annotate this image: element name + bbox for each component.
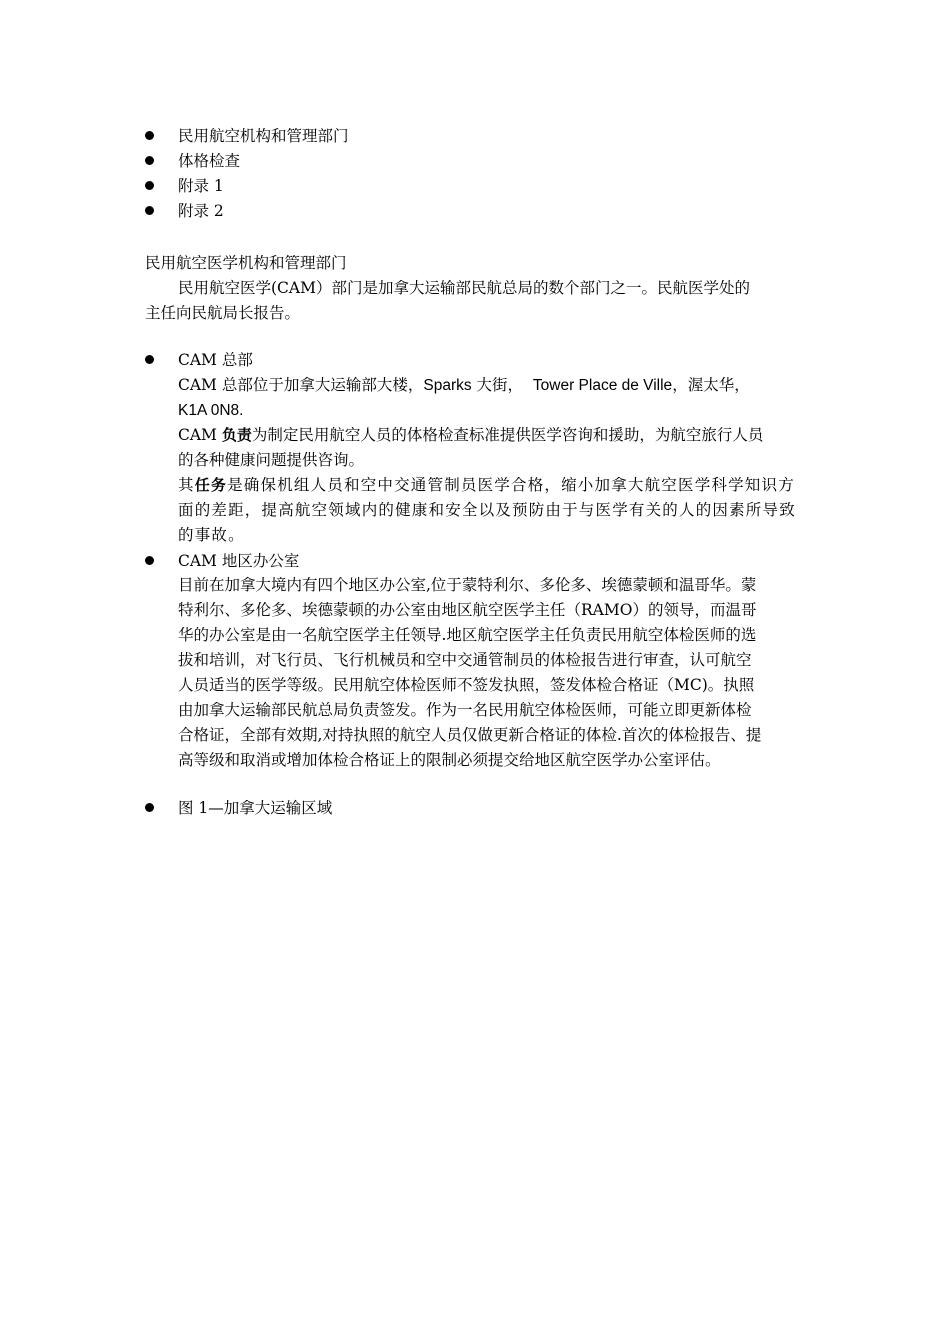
hq-address-text: 大街，: [471, 376, 533, 394]
task-keyword: 任务: [194, 476, 228, 494]
hq-responsibility: [178, 423, 763, 448]
bullet-icon: [145, 206, 154, 215]
toc-item: 附录 2: [178, 202, 224, 220]
task-text: 是确保机组人员和空中交通管制员医学合格，缩小加拿大航空医学科学知识方: [227, 476, 795, 494]
regional-line: 华的办公室是由一名航空医学主任领导.地区航空医学主任负责民用航空体检医师的选: [178, 626, 757, 644]
hq-title: CAM 总部: [178, 351, 253, 369]
bullet-icon: [145, 556, 154, 565]
hq-responsibility-cont: 的各种健康问题提供咨询。: [178, 451, 365, 469]
bullet-icon: [145, 131, 154, 140]
hq-street: Sparks: [423, 377, 472, 394]
regional-line: 拔和培训，对飞行员、飞行机械员和空中交通管制员的体检报告进行审查，认可航空: [178, 651, 752, 669]
regional-line: 人员适当的医学等级。民用航空体检医师不签发执照，签发体检合格证（MC)。执照: [178, 676, 755, 694]
hq-postal-code: K1A 0N8.: [178, 402, 244, 419]
toc-item: 附录 1: [178, 177, 224, 195]
section-intro-line: 民用航空医学(CAM）部门是加拿大运输部民航总局的数个部门之一。民航医学处的: [178, 279, 750, 297]
task-prefix: 其: [178, 476, 195, 494]
hq-city: ，渥太华，: [672, 376, 750, 394]
hq-address-text: CAM 总部位于加拿大运输部大楼，: [178, 376, 424, 394]
section-intro-line: 主任向民航局长报告。: [145, 304, 301, 322]
hq-building: Tower Place de Ville: [532, 377, 673, 394]
bullet-icon: [145, 803, 154, 812]
regional-line: 高等级和取消或增加体检合格证上的限制必须提交给地区航空医学办公室评估。: [178, 751, 721, 769]
regional-title: CAM 地区办公室: [178, 552, 300, 570]
bullet-icon: [145, 355, 154, 364]
resp-text: 为制定民用航空人员的体格检查标准提供医学咨询和援助，为航空旅行人员: [251, 426, 764, 444]
toc-item: 民用航空机构和管理部门: [178, 127, 349, 145]
regional-line: 特利尔、多伦多、埃德蒙顿的办公室由地区航空医学主任（RAMO）的领导，而温哥: [178, 601, 757, 619]
hq-task: [178, 473, 795, 498]
hq-address: [178, 373, 750, 398]
regional-line: 合格证，全部有效期,对持执照的航空人员仅做更新合格证的体检.首次的体检报告、提: [178, 726, 762, 744]
bullet-icon: [145, 181, 154, 190]
section-heading: 民用航空医学机构和管理部门: [145, 254, 347, 272]
regional-line: 由加拿大运输部民航总局负责签发。作为一名民用航空体检医师，可能立即更新体检: [178, 701, 752, 719]
regional-line: 目前在加拿大境内有四个地区办公室,位于蒙特利尔、多伦多、埃德蒙顿和温哥华。蒙: [178, 576, 757, 594]
resp-prefix: CAM: [178, 426, 222, 444]
hq-task-cont: 面的差距，提高航空领域内的健康和安全以及预防由于与医学有关的人的因素所导致: [178, 501, 796, 519]
hq-task-cont: 的事故。: [178, 526, 245, 544]
figure-caption: 图 1—加拿大运输区域: [178, 799, 333, 817]
bullet-icon: [145, 156, 154, 165]
toc-item: 体格检查: [178, 152, 241, 170]
resp-keyword: 负责: [221, 426, 252, 444]
